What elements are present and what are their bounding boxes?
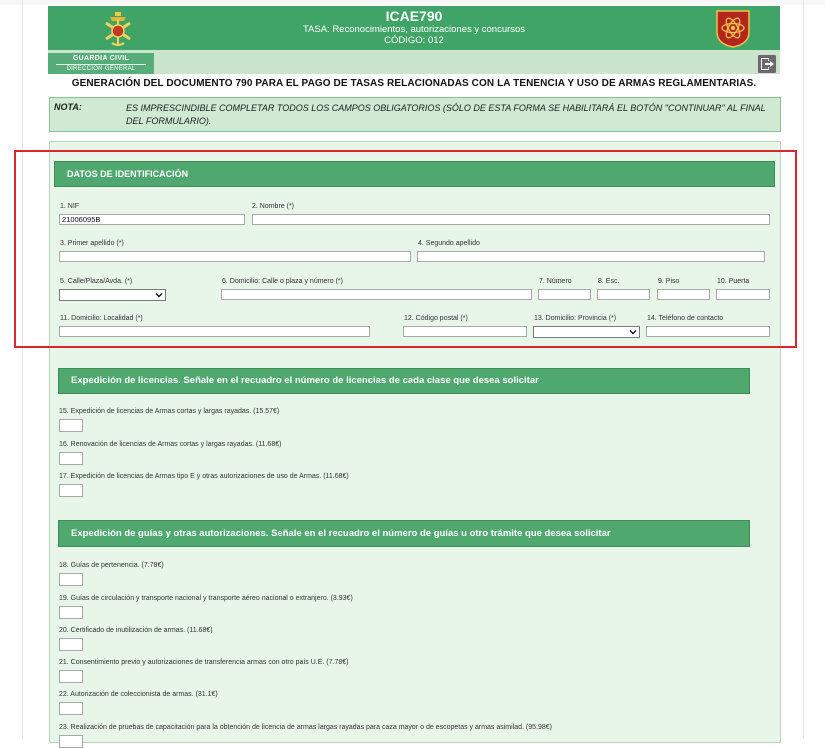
domicilio-label: 6. Domicilio: Calle o plaza y número (*) (222, 278, 343, 285)
item-label-21: 21. Consentimiento previo y autorizaciones de transferencia armas con otro país U.E. (7.78€) (59, 659, 349, 666)
telefono-label: 14. Teléfono de contacto (647, 315, 724, 322)
header-code: CÓDIGO: 012 (384, 35, 444, 46)
header-subtitle: TASA: Reconocimientos, autorizaciones y concursos (302, 24, 526, 35)
item-label-18: 18. Guías de pertenencia. (7.78€) (59, 562, 164, 569)
chevron-down-icon (155, 291, 163, 299)
chevron-down-icon (629, 328, 637, 336)
quantity-input-16[interactable] (59, 452, 83, 465)
segundo-apellido-field[interactable] (417, 251, 765, 262)
puerta-field[interactable] (716, 289, 770, 300)
section-header-identificacion: DATOS DE IDENTIFICACIÓN (54, 161, 775, 187)
section-header-licencias: Expedición de licencias. Señale en el recuadro el número de licencias de cada clase que desea solicitar (58, 368, 750, 394)
nif-field[interactable]: 21006095B (59, 214, 245, 225)
piso-label: 9. Piso (658, 278, 680, 285)
agency-division: DIRECCIÓN GENERAL (66, 66, 136, 72)
item-label-20: 20. Certificado de inutilización de armas. (11.68€) (59, 627, 213, 634)
piso-field[interactable] (657, 289, 710, 300)
quantity-input-23[interactable] (59, 735, 83, 748)
puerta-label: 10. Puerta (717, 278, 750, 285)
numero-field[interactable] (538, 289, 591, 300)
quantity-input-17[interactable] (59, 484, 83, 497)
header-subbar (48, 50, 780, 74)
nombre-field[interactable] (252, 214, 770, 225)
quantity-input-20[interactable] (59, 638, 83, 651)
crest-icon (714, 8, 752, 48)
esc-label: 8. Esc. (598, 278, 620, 285)
primer-apellido-label: 3. Primer apellido (*) (60, 240, 124, 247)
quantity-input-21[interactable] (59, 670, 83, 683)
primer-apellido-field[interactable] (59, 251, 411, 262)
calle-label: 5. Calle/Plaza/Avda. (*) (60, 278, 133, 285)
codigo-postal-label: 12. Código postal (*) (404, 315, 468, 322)
quantity-input-15[interactable] (59, 419, 83, 432)
item-label-17: 17. Expedición de licencias de Armas tipo E y otras autorizaciones de uso de Armas. (11.68€) (59, 473, 349, 480)
domicilio-field[interactable] (221, 289, 532, 300)
item-label-15: 15. Expedición de licencias de Armas cortas y largas rayadas. (15.57€) (59, 408, 280, 415)
item-label-23: 23. Realización de pruebas de capacitación para la obtención de licencia de armas largas rayadas para caza mayor o de escopetas y armas asimilad. (95.98€) (59, 724, 553, 731)
localidad-field[interactable] (59, 326, 370, 337)
quantity-input-18[interactable] (59, 573, 83, 586)
note-text: ES IMPRESCINDIBLE COMPLETAR TODOS LOS CAMPOS OBLIGATORIOS (SÓLO DE ESTA FORMA SE HABILITARÁ EL BOTÓN "CONTINUAR" AL FINAL DEL FORMULARIO). (126, 103, 766, 126)
segundo-apellido-label: 4. Segundo apellido (418, 240, 480, 247)
nif-label: 1. NIF (60, 203, 80, 210)
exit-button[interactable] (757, 54, 777, 74)
provincia-label: 13. Domicilio: Provincia (*) (534, 315, 617, 322)
numero-label: 7. Número (539, 278, 572, 285)
note-label: NOTA: (54, 102, 82, 112)
item-label-22: 22. Autorización de coleccionista de armas. (31.1€) (59, 691, 218, 698)
section-header-guias: Expedición de guías y otras autorizaciones. Señale en el recuadro el número de guías u otro trámite que desea solicitar (58, 520, 750, 547)
codigo-postal-field[interactable] (403, 326, 527, 337)
app-header (48, 6, 780, 50)
nombre-label: 2. Nombre (*) (252, 203, 295, 210)
header-title: ICAE790 (385, 8, 443, 24)
note-box (49, 97, 781, 132)
item-label-19: 19. Guías de circulación y transporte nacional y transporte aéreo nacional o extranjero. (3.93€) (59, 595, 353, 602)
esc-field[interactable] (597, 289, 650, 300)
localidad-label: 11. Domicilio: Localidad (*) (60, 315, 143, 322)
quantity-input-22[interactable] (59, 702, 83, 715)
calle-select[interactable] (59, 289, 166, 301)
quantity-input-19[interactable] (59, 606, 83, 619)
telefono-field[interactable] (646, 326, 770, 337)
agency-label (48, 53, 154, 74)
provincia-select[interactable] (533, 326, 640, 338)
item-label-16: 16. Renovación de licencias de Armas cortas y largas rayadas. (11.68€) (59, 441, 282, 448)
agency-name: GUARDIA CIVIL (56, 54, 146, 65)
exit-icon (758, 55, 776, 73)
page-title: GENERACIÓN DEL DOCUMENTO 790 PARA EL PAGO DE TASAS RELACIONADAS CON LA TENENCIA Y USO DE ARMAS REGLAMENTARIAS. (71, 78, 757, 89)
